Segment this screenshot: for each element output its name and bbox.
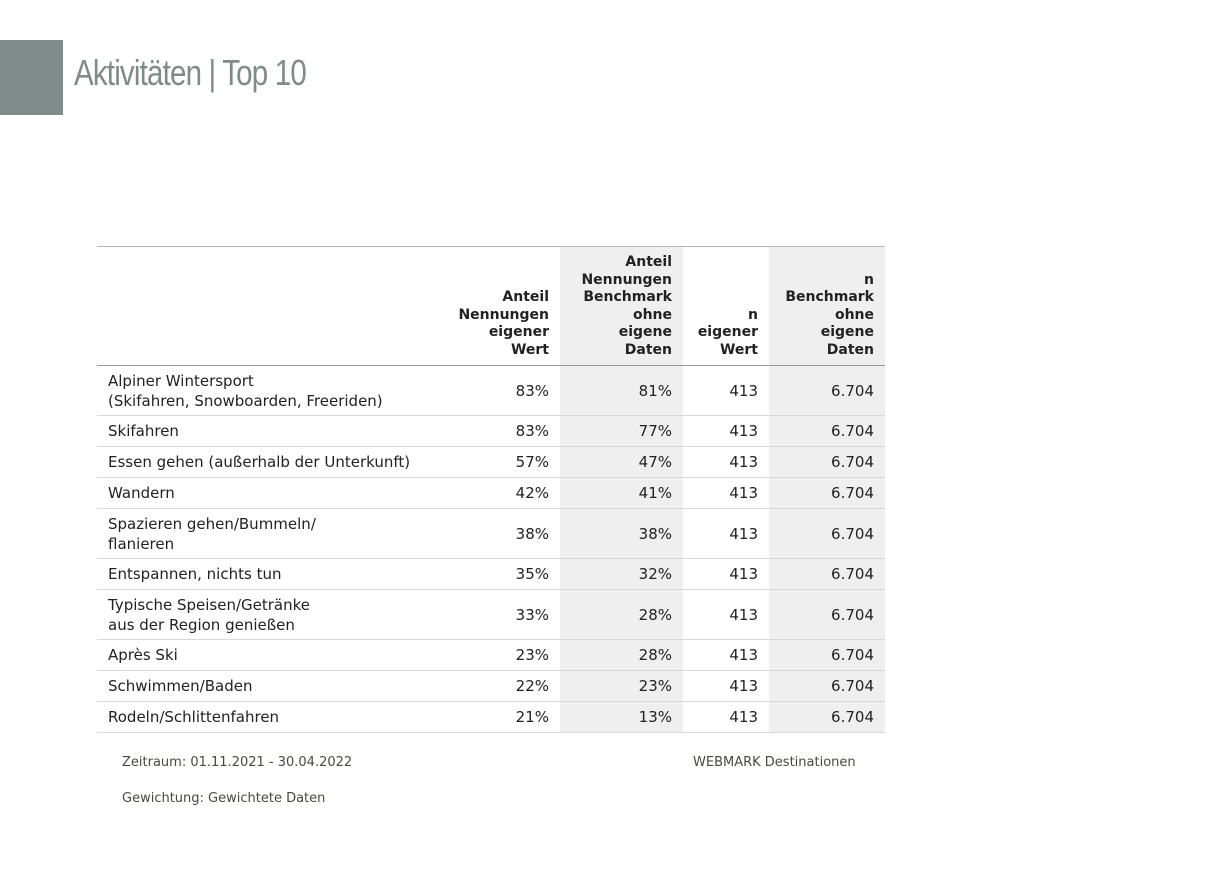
activity-label: Typische Speisen/Getränke aus der Region genießen xyxy=(97,590,442,640)
table-header-row xyxy=(97,247,885,366)
activities-table xyxy=(97,246,885,733)
header-n-own: n eigener Wert xyxy=(683,247,769,366)
share-benchmark-cell: 28% xyxy=(560,590,683,640)
n-own-cell: 413 xyxy=(683,447,769,478)
period-note: Zeitraum: 01.11.2021 - 30.04.2022 xyxy=(122,755,353,770)
header-share-own: Anteil Nennungen eigener Wert xyxy=(442,247,560,366)
activity-label: Entspannen, nichts tun xyxy=(97,559,442,590)
table-row xyxy=(97,590,885,640)
n-benchmark-cell: 6.704 xyxy=(769,590,885,640)
n-own-cell: 413 xyxy=(683,640,769,671)
share-own-cell: 83% xyxy=(442,416,560,447)
page-title: Aktivitäten | Top 10 xyxy=(74,52,306,93)
share-own-cell: 33% xyxy=(442,590,560,640)
share-own-cell: 22% xyxy=(442,671,560,702)
n-benchmark-cell: 6.704 xyxy=(769,416,885,447)
n-benchmark-cell: 6.704 xyxy=(769,702,885,733)
share-benchmark-cell: 38% xyxy=(560,509,683,559)
source-note: WEBMARK Destinationen xyxy=(693,755,856,770)
activity-label: Essen gehen (außerhalb der Unterkunft) xyxy=(97,447,442,478)
share-own-cell: 83% xyxy=(442,366,560,416)
table-row xyxy=(97,509,885,559)
activity-label: Wandern xyxy=(97,478,442,509)
n-benchmark-cell: 6.704 xyxy=(769,671,885,702)
share-benchmark-cell: 28% xyxy=(560,640,683,671)
header-activity xyxy=(97,247,442,366)
activity-label: Après Ski xyxy=(97,640,442,671)
n-benchmark-cell: 6.704 xyxy=(769,447,885,478)
share-benchmark-cell: 47% xyxy=(560,447,683,478)
share-own-cell: 38% xyxy=(442,509,560,559)
share-benchmark-cell: 77% xyxy=(560,416,683,447)
activity-label: Alpiner Wintersport (Skifahren, Snowboarden, Freeriden) xyxy=(97,366,442,416)
activity-label: Spazieren gehen/Bummeln/ flanieren xyxy=(97,509,442,559)
n-own-cell: 413 xyxy=(683,478,769,509)
table-row xyxy=(97,640,885,671)
table-row xyxy=(97,447,885,478)
n-own-cell: 413 xyxy=(683,590,769,640)
n-benchmark-cell: 6.704 xyxy=(769,366,885,416)
share-own-cell: 42% xyxy=(442,478,560,509)
n-benchmark-cell: 6.704 xyxy=(769,478,885,509)
share-own-cell: 21% xyxy=(442,702,560,733)
n-own-cell: 413 xyxy=(683,366,769,416)
share-benchmark-cell: 23% xyxy=(560,671,683,702)
accent-block xyxy=(0,40,63,115)
table-row xyxy=(97,416,885,447)
share-benchmark-cell: 41% xyxy=(560,478,683,509)
activity-label: Schwimmen/Baden xyxy=(97,671,442,702)
share-benchmark-cell: 13% xyxy=(560,702,683,733)
header-n-benchmark: n Benchmark ohne eigene Daten xyxy=(769,247,885,366)
n-own-cell: 413 xyxy=(683,416,769,447)
weighting-note: Gewichtung: Gewichtete Daten xyxy=(122,791,326,806)
table-row xyxy=(97,366,885,416)
activity-label: Rodeln/Schlittenfahren xyxy=(97,702,442,733)
share-own-cell: 57% xyxy=(442,447,560,478)
share-benchmark-cell: 32% xyxy=(560,559,683,590)
header-share-benchmark: Anteil Nennungen Benchmark ohne eigene Daten xyxy=(560,247,683,366)
activity-label: Skifahren xyxy=(97,416,442,447)
n-benchmark-cell: 6.704 xyxy=(769,559,885,590)
table-row xyxy=(97,702,885,733)
table-body xyxy=(97,366,885,733)
table-row xyxy=(97,671,885,702)
share-own-cell: 23% xyxy=(442,640,560,671)
n-own-cell: 413 xyxy=(683,559,769,590)
n-own-cell: 413 xyxy=(683,509,769,559)
n-benchmark-cell: 6.704 xyxy=(769,509,885,559)
n-benchmark-cell: 6.704 xyxy=(769,640,885,671)
footer-notes xyxy=(122,755,352,806)
share-benchmark-cell: 81% xyxy=(560,366,683,416)
table-row xyxy=(97,559,885,590)
n-own-cell: 413 xyxy=(683,671,769,702)
table-row xyxy=(97,478,885,509)
share-own-cell: 35% xyxy=(442,559,560,590)
n-own-cell: 413 xyxy=(683,702,769,733)
